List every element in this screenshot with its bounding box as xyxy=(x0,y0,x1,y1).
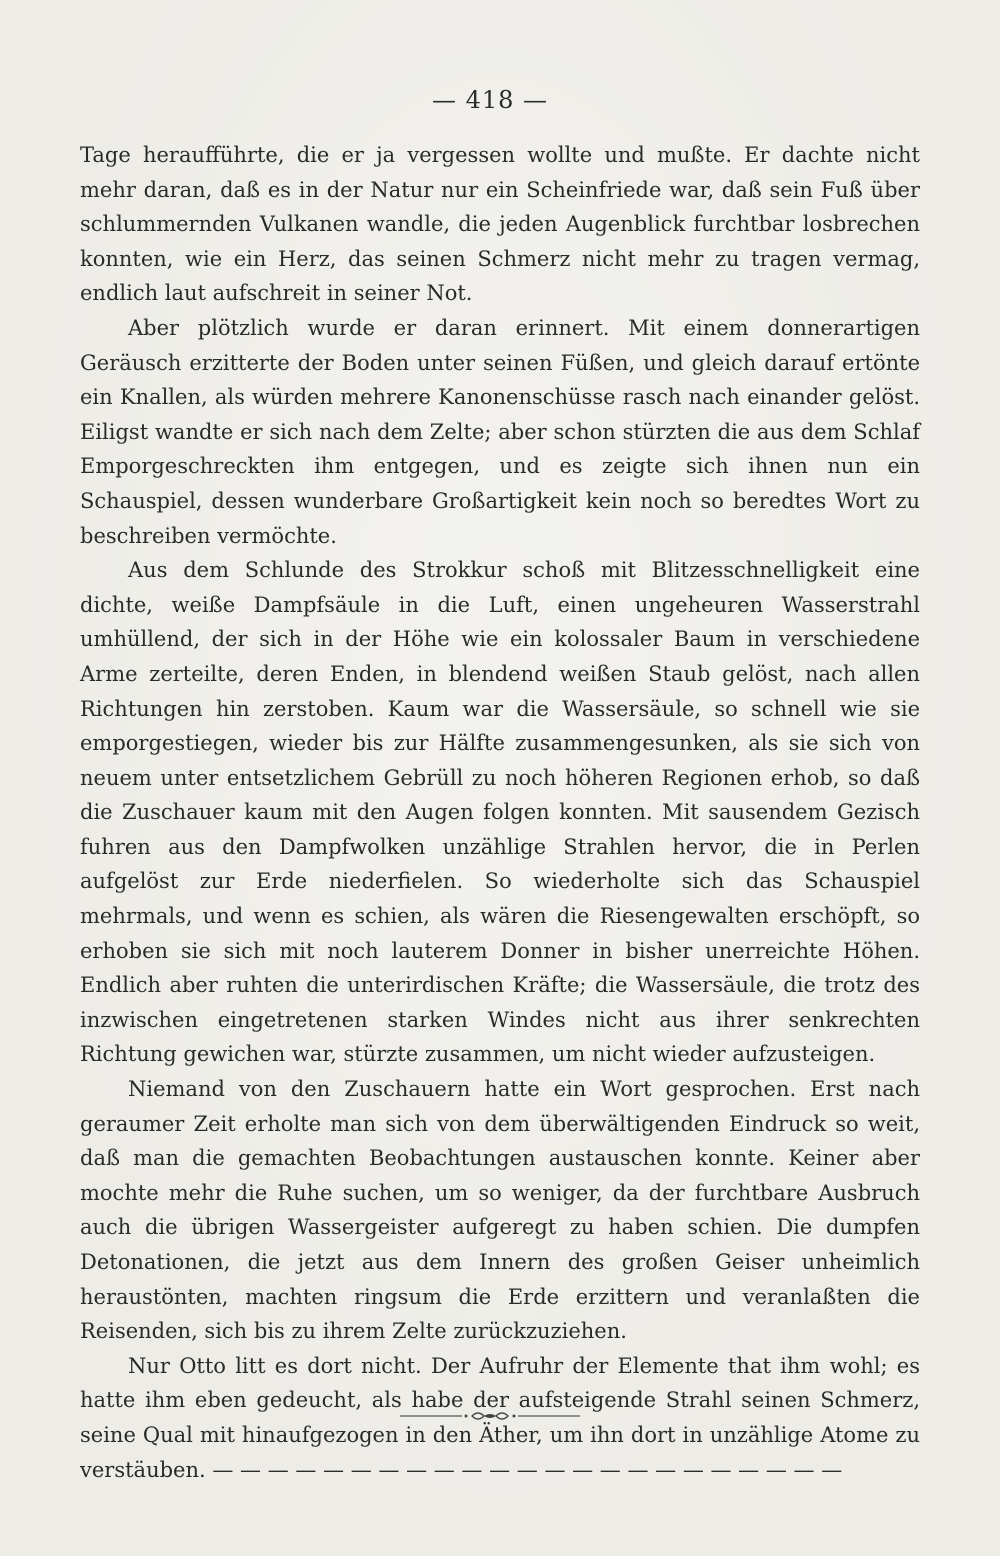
closing-dash-rule: — — — — — — — — — — — — — — — — — — — — — — — xyxy=(205,1457,843,1482)
paragraph-2: Aber plötzlich wurde er daran erinnert. Mit einem donnerartigen Geräusch erzitterte der Boden unter seinen Füßen, und gleich darauf ertönte ein Knallen, als würden mehrere Kanonenschüsse rasch nach einander gelöst. Eiligst wandte er sich nach dem Zelte; aber schon stürzten die aus dem Schlaf Emporgeschreckten ihm entgegen, und es zeigte sich ihnen nun ein Schauspiel, dessen wunderbare Großartigkeit kein noch so beredtes Wort zu beschreiben vermöchte. xyxy=(80,315,920,548)
page-number: — 418 — xyxy=(431,86,549,114)
paragraph-3: Aus dem Schlunde des Strokkur schoß mit Blitzesschnelligkeit eine dichte, weiße Dampfsäule in die Luft, einen ungeheuren Wasserstrahl umhüllend, der sich in der Höhe wie ein kolossaler Baum in verschiedene Arme zerteilte, deren Enden, in blendend weißen Staub gelöst, nach allen Richtungen hin zerstoben. Kaum war die Wassersäule, so schnell wie sie emporgestiegen, wieder bis zur Hälfte zusammengesunken, als sie sich von neuem unter entsetzlichem Gebrüll zu noch höheren Regionen erhob, so daß die Zuschauer kaum mit den Augen folgen konnten. Mit sausendem Gezisch fuhren aus den Dampfwolken unzählige Strahlen hervor, die in Perlen aufgelöst zur Erde niederfielen. So wiederholte sich das Schauspiel mehrmals, und wenn es schien, als wären die Riesengewalten erschöpft, so erhoben sie sich mit noch lauterem Donner in bisher unerreichte Höhen. Endlich aber ruhten die unterirdischen Kräfte; die Wassersäule, die trotz des inzwischen eingetretenen starken Windes nicht aus ihrer senkrechten Richtung gewichen war, stürzte zusammen, um nicht wieder aufzusteigen. xyxy=(80,558,920,1067)
paragraph-5-text: Nur Otto litt es dort nicht. Der Aufruhr der Elemente that ihm wohl; es hatte ihm eben gedeucht, als habe der aufsteigende Strahl seinen Schmerz, seine Qual mit hinaufgezogen in den Äther, um ihn dort in unzählige Atome zu verstäuben. xyxy=(80,1353,920,1482)
fleuron-divider-icon xyxy=(400,1406,580,1426)
body-text xyxy=(80,138,920,1487)
paragraph-1: Tage heraufführte, die er ja vergessen wollte und mußte. Er dachte nicht mehr daran, daß es in der Natur nur ein Scheinfriede war, daß sein Fuß über schlummernden Vulkanen wandle, die jeden Augenblick furchtbar losbrechen konnten, wie ein Herz, das seinen Schmerz nicht mehr zu tragen vermag, endlich laut aufschreit in seiner Not. xyxy=(80,143,920,306)
paragraph-4: Niemand von den Zuschauern hatte ein Wort gesprochen. Erst nach geraumer Zeit erholte man sich von dem überwältigenden Eindruck so weit, daß man die gemachten Beobachtungen austauschen konnte. Keiner aber mochte mehr die Ruhe suchen, um so weniger, da der furchtbare Ausbruch auch die übrigen Wassergeister aufgeregt zu haben schien. Die dumpfen Detonationen, die jetzt aus dem Innern des großen Geiser unheimlich heraustönten, machten ringsum die Erde erzittern und veranlaßten die Reisenden, sich bis zu ihrem Zelte zurückzuziehen. xyxy=(80,1077,920,1344)
